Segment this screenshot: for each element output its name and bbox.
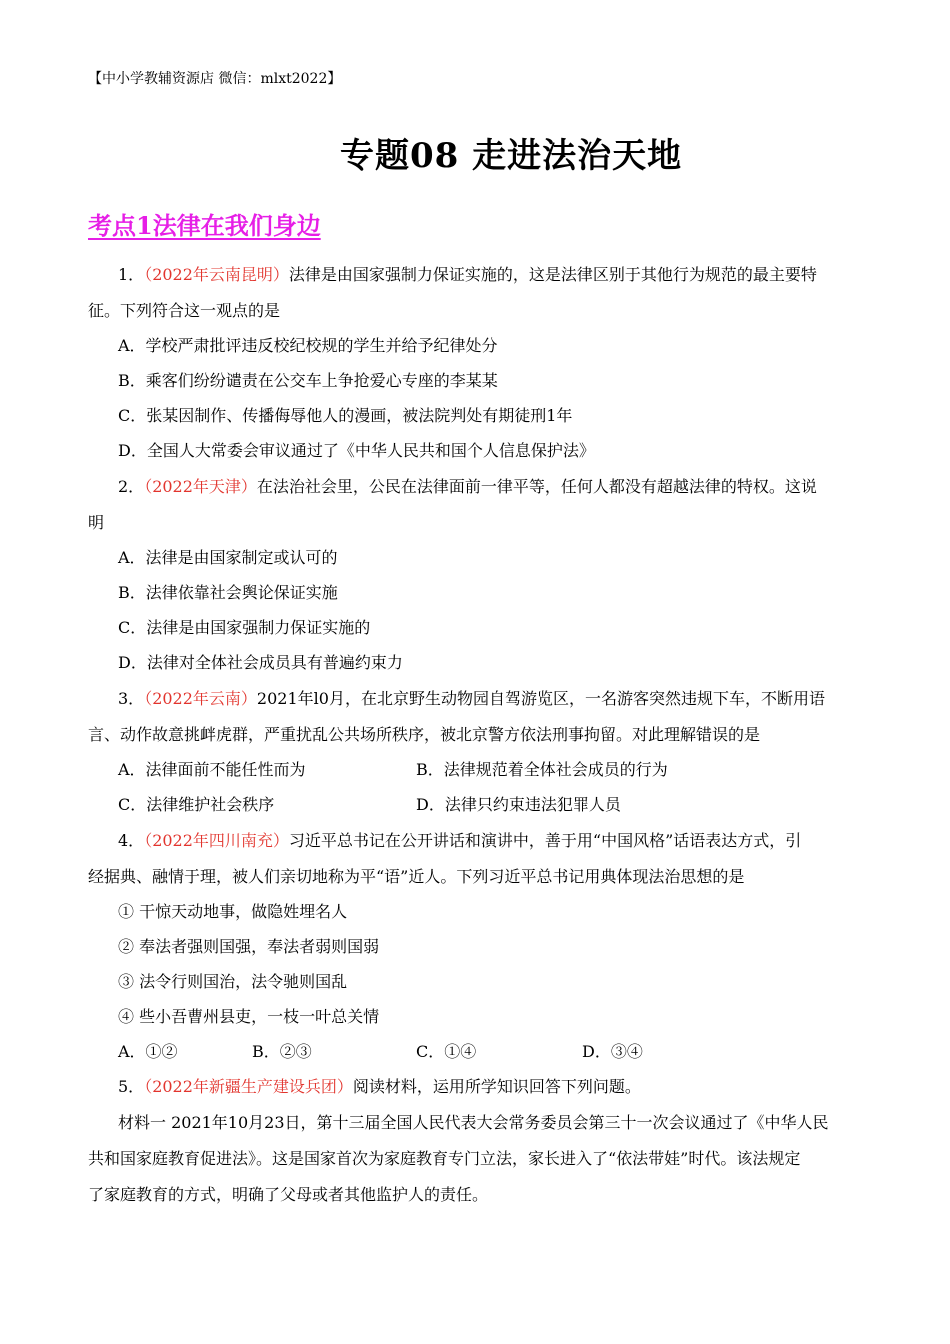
question-4-statement-2: ② 奉法者强则国强，奉法者弱则国弱 bbox=[118, 937, 380, 956]
question-number: 2． bbox=[118, 477, 145, 496]
question-text: 习近平总书记在公开讲话和演讲中，善于用“中国风格”话语表达方式，引 bbox=[288, 831, 802, 850]
question-4-option-a: A．①② bbox=[118, 1042, 178, 1061]
question-text: 2021年l0月，在北京野生动物园自驾游览区，一名游客突然违规下车，不断用语 bbox=[256, 689, 825, 708]
question-3-stem bbox=[118, 689, 825, 709]
question-3-option-b: B．法律规范着全体社会成员的行为 bbox=[416, 760, 668, 779]
question-4-option-d: D．③④ bbox=[582, 1042, 643, 1061]
header-note: 【中小学教辅资源店 微信：mlxt2022】 bbox=[88, 71, 342, 87]
question-source: （2022年新疆生产建设兵团） bbox=[144, 1077, 353, 1096]
question-source: （2022年云南昆明） bbox=[144, 265, 289, 284]
question-4-statement-4: ④ 些小吾曹州县吏，一枝一叶总关情 bbox=[118, 1007, 380, 1026]
question-3-option-a: A．法律面前不能任性而为 bbox=[118, 760, 306, 779]
question-4-option-b: B．②③ bbox=[252, 1042, 312, 1061]
question-3-option-d: D．法律只约束违法犯罪人员 bbox=[416, 795, 621, 814]
question-4-option-c: C．①④ bbox=[416, 1042, 477, 1061]
question-5-material-line-2: 共和国家庭教育促进法》。这是国家首次为家庭教育专门立法，家长进入了“依法带娃”时代。该法规定 bbox=[88, 1149, 801, 1168]
section-heading: 考点1法律在我们身边 bbox=[88, 211, 321, 240]
question-4-stem-cont: 经据典、融情于理，被人们亲切地称为平“语”近人。下列习近平总书记用典体现法治思想的是 bbox=[88, 867, 745, 886]
question-number: 1． bbox=[118, 265, 145, 284]
question-number: 5． bbox=[118, 1077, 145, 1096]
question-3-stem-cont: 言、动作故意挑衅虎群，严重扰乱公共场所秩序，被北京警方依法刑事拘留。对此理解错误的是 bbox=[88, 725, 761, 744]
question-1-stem bbox=[118, 265, 817, 285]
question-5-stem bbox=[118, 1077, 641, 1097]
question-4-statement-3: ③ 法令行则国治，法令驰则国乱 bbox=[118, 972, 348, 991]
question-number: 3． bbox=[118, 689, 145, 708]
question-5-material-line-1: 材料一 2021年10月23日，第十三届全国人民代表大会常务委员会第三十一次会议通过了《中华人民 bbox=[118, 1113, 829, 1132]
question-number: 4． bbox=[118, 831, 145, 850]
question-2-option-c: C．法律是由国家强制力保证实施的 bbox=[118, 618, 371, 637]
page-title: 专题08 走进法治天地 bbox=[340, 136, 683, 176]
question-1-option-a: A．学校严肃批评违反校纪校规的学生并给予纪律处分 bbox=[118, 336, 498, 355]
question-text: 在法治社会里，公民在法律面前一律平等，任何人都没有超越法律的特权。这说 bbox=[256, 477, 817, 496]
question-source: （2022年四川南充） bbox=[144, 831, 289, 850]
question-5-material-line-3: 了家庭教育的方式，明确了父母或者其他监护人的责任。 bbox=[88, 1185, 489, 1204]
question-2-option-b: B．法律依靠社会舆论保证实施 bbox=[118, 583, 338, 602]
question-1-stem-cont: 征。下列符合这一观点的是 bbox=[88, 301, 281, 320]
question-2-stem bbox=[118, 477, 817, 497]
question-4-stem bbox=[118, 831, 801, 851]
question-1-option-c: C．张某因制作、传播侮辱他人的漫画，被法院判处有期徒刑1年 bbox=[118, 406, 573, 425]
question-2-stem-cont: 明 bbox=[88, 513, 105, 532]
question-source: （2022年云南） bbox=[144, 689, 257, 708]
question-2-option-d: D．法律对全体社会成员具有普遍约束力 bbox=[118, 653, 403, 672]
question-2-option-a: A．法律是由国家制定或认可的 bbox=[118, 548, 338, 567]
question-source: （2022年天津） bbox=[144, 477, 257, 496]
question-4-statement-1: ① 干惊天动地事，做隐姓埋名人 bbox=[118, 902, 348, 921]
question-3-option-c: C．法律维护社会秩序 bbox=[118, 795, 275, 814]
question-1-option-b: B．乘客们纷纷谴责在公交车上争抢爱心专座的李某某 bbox=[118, 371, 498, 390]
question-text: 法律是由国家强制力保证实施的，这是法律区别于其他行为规范的最主要特 bbox=[288, 265, 817, 284]
question-text: 阅读材料，运用所学知识回答下列问题。 bbox=[352, 1077, 641, 1096]
question-1-option-d: D．全国人大常委会审议通过了《中华人民共和国个人信息保护法》 bbox=[118, 441, 595, 460]
